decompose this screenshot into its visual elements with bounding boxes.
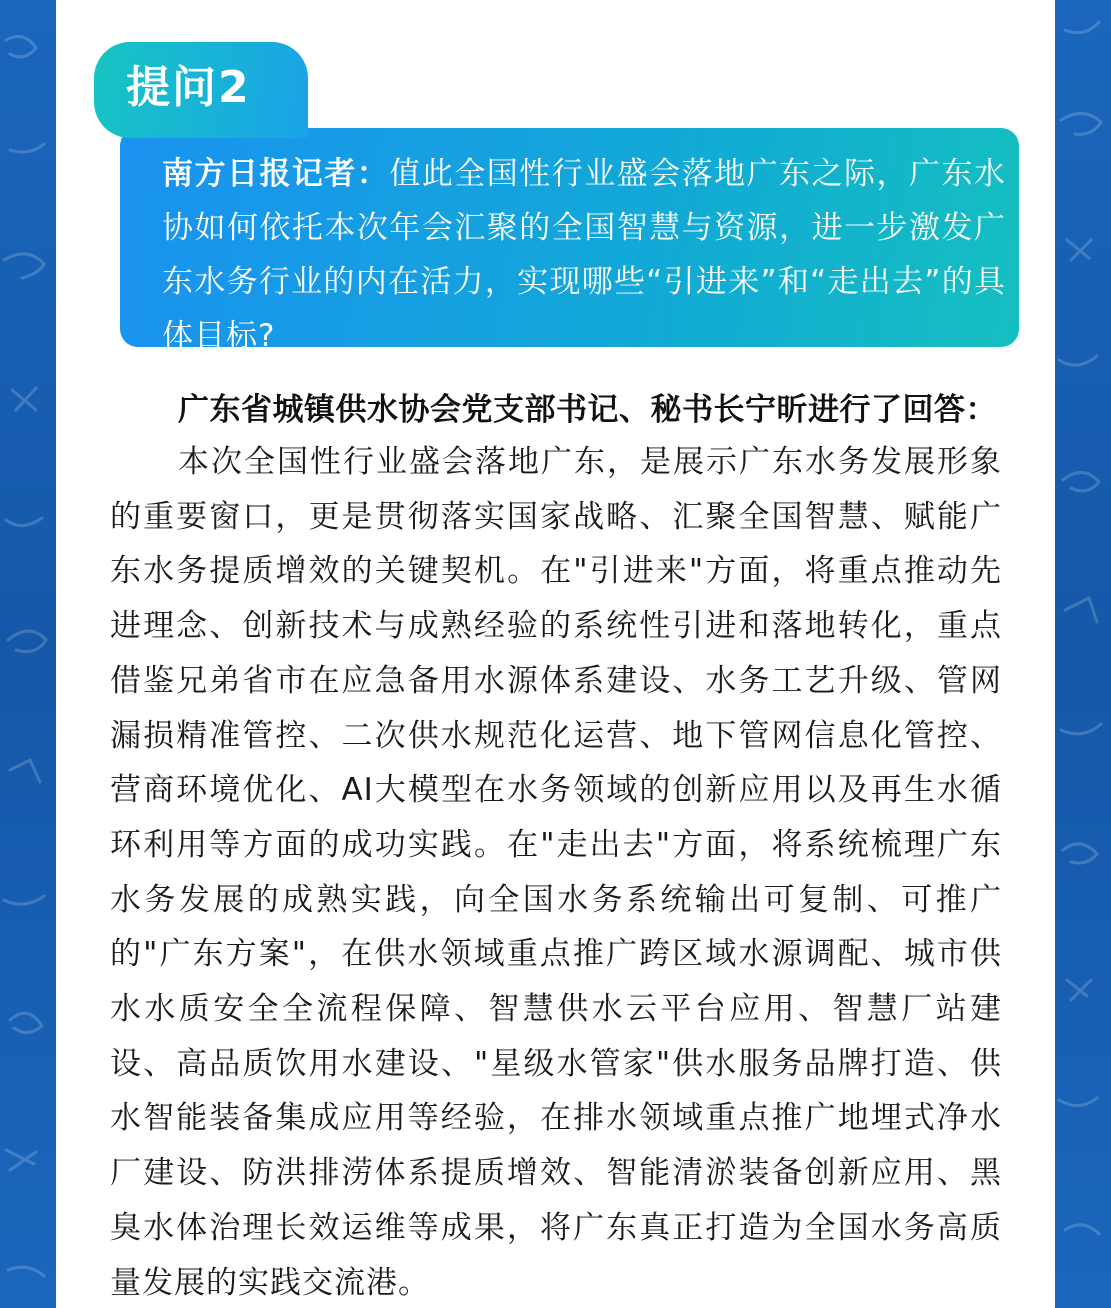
right-decorative-border	[1055, 0, 1111, 1308]
content-card	[56, 0, 1055, 1308]
left-decorative-border	[0, 0, 56, 1308]
question-text	[162, 147, 1006, 363]
question-content: 值此全国性行业盛会落地广东之际，广东水协如何依托本次年会汇聚的全国智慧与资源，进一步激发广东水务行业的内在活力，实现哪些“引进来”和“走出去”的具体目标?	[162, 156, 1006, 354]
question-tag-label: 提问2	[126, 62, 251, 113]
calligraphy-pattern	[0, 0, 56, 1308]
question-speaker: 南方日报记者：	[162, 156, 390, 192]
answer-paragraph: 本次全国性行业盛会落地广东，是展示广东水务发展形象的重要窗口，更是贯彻落实国家战略、汇聚全国智慧、赋能广东水务提质增效的关键契机。在"引进来"方面，将重点推动先进理念、创新技术与成熟经验的系统性引进和落地转化，重点借鉴兄弟省市在应急备用水源体系建设、水务工艺升级、管网漏损精准管控、二次供水规范化运营、地下管网信息化管控、营商环境优化、AI大模型在水务领域的创新应用以及再生水循环利用等方面的成功实践。在"走出去"方面，将系统梳理广东水务发展的成熟实践，向全国水务系统输出可复制、可推广的"广东方案"，在供水领域重点推广跨区域水源调配、城市供水水质安全全流程保障、智慧供水云平台应用、智慧厂站建设、高品质饮用水建设、"星级水管家"供水服务品牌打造、供水智能装备集成应用等经验，在排水领域重点推广地埋式净水厂建设、防洪排涝体系提质增效、智能清淤装备创新应用、黑臭水体治理长效运维等成果，将广东真正打造为全国水务高质量发展的实践交流港。	[110, 444, 1002, 1301]
calligraphy-pattern	[1055, 0, 1111, 1308]
answer-heading: 广东省城镇供水协会党支部书记、秘书长宁昕进行了回答：	[178, 392, 997, 428]
